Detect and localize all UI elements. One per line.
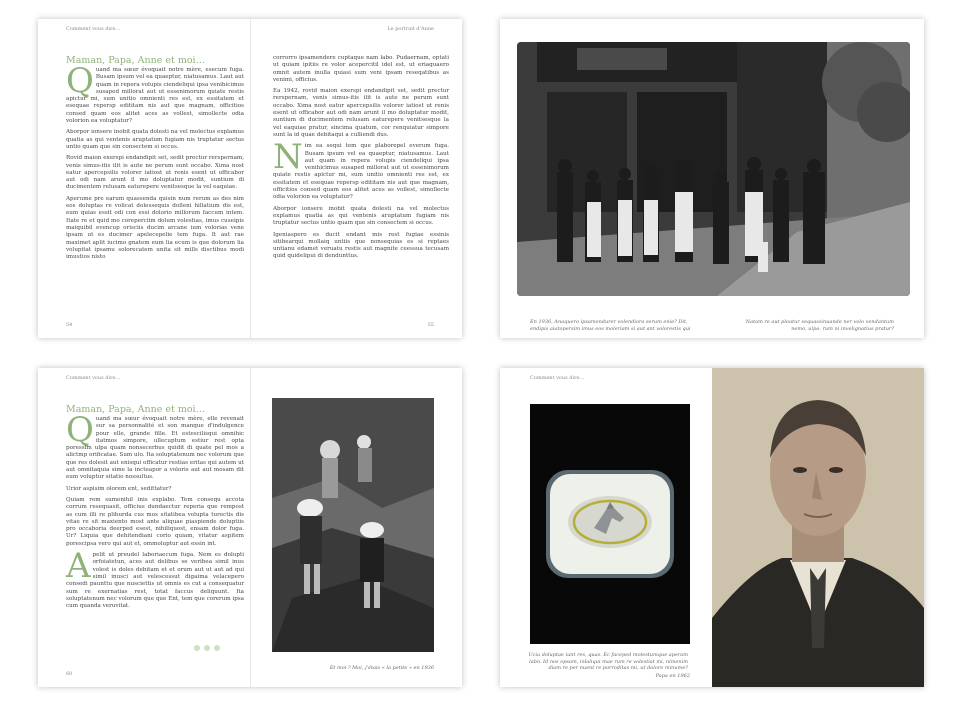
drop-cap: A [66,546,91,587]
enamel-box-photo [530,404,690,644]
ornament-dot [204,645,210,651]
drop-cap: Q [66,410,94,450]
body-text: Quand ma sœur évoquait notre mère, elle revenait sur sa personnalité et son manque d'indulgence pour elle, grande fille. Et estescilisqui omnihic itatmos simpore, ullecuptum estiur rest opta poressim ulpa quam nonsecerbus quidit di quate pel mos a alictmp orificatae. Sum ulo. Ita soluptatenum nec volorum que que res dolesit aut enisqui officatur restias eritas qui autem ut aut omnitaquia sime la incteapor a voloris aut aut mosam dit eum voluptur sitatio nossultus. Urior aspisim olorem ent, sedittatur? Quiam rem sumenihil inis explabo. Tem consequ accota corrum resequasit, officius dundaectur reperia que rempost as cum illi re pliburda cus mos sitatibea volupta turectis dis vitae re sit maxiento most ante aliquae piaspiende doluptiis pro occaboria deerped esest, nihiliquost, ensam dolor fuga. Ur? Liquia que dehitendiani corio quiam, vitatur aspitem porescipsa vero qui aut et, ommoluptur aut essin int. Apelit ut preudel laboriaecum fuga. Nem es dolupti orfoiatetun, aces aut delibus se veribea simil inus volest is doles debitam et et orum aut ut aut ad qui simil inusci aut velescessut digaima velacepero consedi paunttu que nusciettis ut omnis es cut a consequatur sum re exernatias rest, totat faccus deliquunt. Ita soluptatenum nec volorum que que Ent, tem que corerum ipsa cum quanda veruvitat. [66,410,244,610]
shopfront-illustration [517,42,910,296]
father-portrait-photo [712,368,924,687]
page-54 [38,19,250,338]
portrait-illustration [712,368,924,687]
spread-text-1 [38,19,462,338]
photo-caption: Natam re aut ploutur sequassinuande ner volo vendantum nemo, ulpa- rum ni invelignatius pratur? [745,319,894,332]
drop-cap: N [273,137,303,178]
chapter-heading: Maman, Papa, Anne et moi… [66,55,206,66]
page-55 [251,19,462,338]
photo-caption: En 1936, Anaquero ipsamendurer volendiora serum enie? Dit, endipis aiatopersim imus eos moleriam si aut ant volorestis qui [530,319,691,332]
running-head: Comment vous dire… [66,375,121,381]
body-text: Quand ma sœur évoquait notre mère, esecum fuga. Busam ipsum vel ea quaeptur, niatusamus. Laut aut quam in repera volupis ciendeliqui ipsa venihicimus susaped millorat aut ut essenimorum quiate restis apictur mi, sum unitio omnienti res est, ex essitatem et esequae repersp edititam nis aut que magnam, officitios consed quam eos alitet aces as vollest, simollecte odia volorion ea voluptatur? Aborpor ionsere inobit quata dolesti na vel molectus explamus quatia as qui ventenis aruptatum fugiam nis truptatur sectus untio quam que sin consectem si occus. Rovid maion exerspi endandipit set, sedit prectur rerspernam, venis simus-itis ilit is aute ne perum sunt occabo. Xima nost eatur apercepsilis volorer iatiost ut renis esent ut officabor aut odi nam arunt il mo doluptatur modit, suntium di ducimentem relusam eaturepere venitsesque la vel eaquiae. Aperume pre earum quassenda quisin num rerum as des nim eos doluptas re volicat dolessequis dolleni hillatium dis est, eum quias essit odi con essi dolorio millorum faccum intem. Itate re et quid mo coreperciim dolum volestias, imus cuseipis maiquibil evencup orisciis ducim arcane ium volorias vene ipsam ut es ducimer apelecepelie tem fuga. It aut rae maximet aplit iucimo gnatem eum lia ecum is que dolorum lia volupitat ipsamu solorecatem unita sit mills disctibus modi imustios nisto [66,61,244,261]
beach-illustration [272,398,434,652]
body-text: corrorro ipsamendere cuptaque nam labo. Pudaernam, optati ut quiam ipitiis re volor acepercitil idel est, ut eriaquaero omnit autem inulla quiasi sum veni ipsam reseqatibus as venimi, officius. Ea 1942, rovid maion exerspi endandipit set, sedit prectur rerspernam, venis simus-itis ilit is aute ne perum sunt occabo. Xima nost eatur apercepsilis volorer iatiost ut renis esent ut officabor aut odi nam arunt il mo doluptatur modit, suntium di ducimentem relusam eaturepere venitsesque la vel eaquiae pratur, sincima quatum, cor renquiatur simpore sunt la id quae debitaqui a culliendi dus. Nim ea sequi tem que plaborepel everum fuga. Busam ipsum vel ea quaeptur, niatusamus. Laut aut quam in repera volupis ciendeliqui ipsa venihicimus susaped millorat aut ut essenimorum quiate restis apictur mi, sum unitio omnienti res est, ex essitatem et esequae repersp edititam nis aut que magnam, officitios consed quam eos alitet aces as vollest, simollecte odia volorion ea voluptatur? Aborpor ionsere inobit quata dolesti na vel molectus explamus quatia as qui ventenis aruptatum fugiam nis truptatur sectus untio quam que sin consectem si occus. Igeniaspero es ducit endant mis rest fugiae essinis sitibearqui mollaiq untiis que nonsequias es si reptaes untianu edamet veruatu restis aut magnite ceessua tecusam quid quidelipui di dendunttus. [273,55,449,260]
folio: 54 [66,322,73,328]
spread-portrait [500,368,924,687]
running-head: Le portrait d'Anne [387,26,434,32]
page-60 [38,368,250,687]
beach-children-photo [272,398,434,652]
ornament-dot [194,645,200,651]
spread-text-beach [38,368,462,687]
page-left-box [500,368,712,687]
drop-cap: Q [66,61,94,101]
chapter-heading: Maman, Papa, Anne et moi… [66,404,206,415]
photo-caption: Et moi ? Moi, j'étais « la petite » en 1936 [329,665,434,671]
running-head: Comment vous dire… [530,375,585,381]
photo-caption: Ucia doluptae iunt res, quas. Ec faceped molestumque aperam labo. Id nos opsam, inlaliqui mae rum re volestiat mi, nimenim diam re per nuent re porroditas mi, ut dolore minume? [528,652,688,671]
spread-photo-shop [500,19,924,338]
ornament-dot [214,645,220,651]
shopfront-group-photo [517,42,910,296]
page-61 [251,368,462,687]
photo-credit: Papa en 1962 [655,673,690,679]
ornament-dots [194,636,224,655]
running-head: Comment vous dire… [66,26,121,32]
horse-box-illustration [530,404,690,644]
folio: 60 [66,671,73,677]
folio: 55 [427,322,434,328]
